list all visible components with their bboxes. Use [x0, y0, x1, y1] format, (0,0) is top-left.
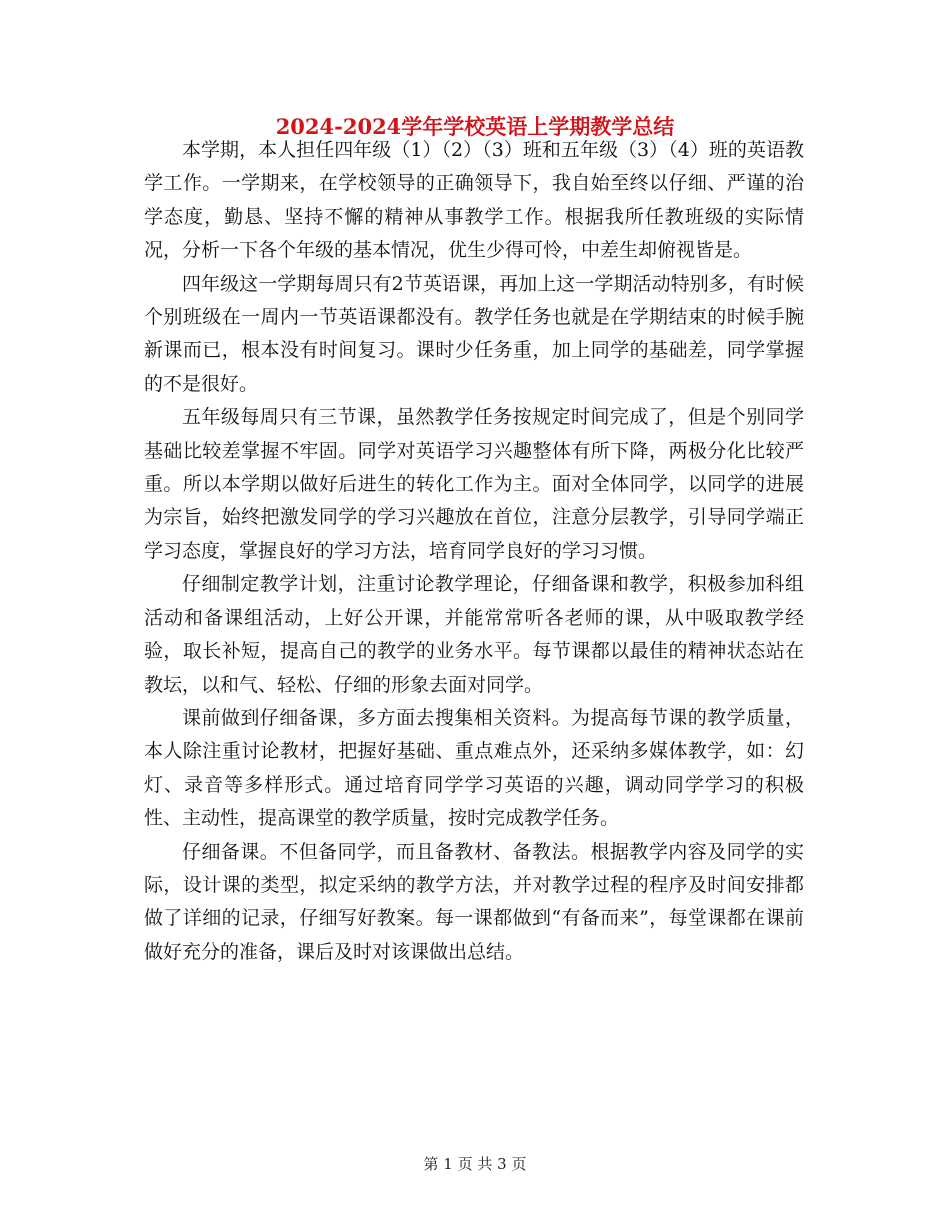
paragraph-4: 仔细制定教学计划，注重讨论教学理论，仔细备课和教学，积极参加科组活动和备课组活动，上好公开课，并能常常听各老师的课，从中吸取教学经验，取长补短，提高自己的教学的业务水平。每节课都以最佳的精神状态站在教坛，以和气、轻松、仔细的形象去面对同学。	[144, 573, 804, 696]
page-number-footer: 第 1 页 共 3 页	[423, 1155, 527, 1173]
document-title: 2024-2024学年学校英语上学期教学总结	[275, 114, 675, 139]
paragraph-1: 本学期，本人担任四年级（1）（2）（3）班和五年级（3）（4）班的英语教学工作。一学期来，在学校领导的正确领导下，我自始至终以仔细、严谨的治学态度，勤恳、坚持不懈的精神从事教学工作。根据我所任教班级的实际情况，分析一下各个年级的基本情况，优生少得可怜，中差生却俯视皆是。	[144, 139, 804, 262]
paragraph-2: 四年级这一学期每周只有2节英语课，再加上这一学期活动特别多，有时候个别班级在一周内一节英语课都没有。教学任务也就是在学期结束的时候手腕新课而已，根本没有时间复习。课时少任务重，加上同学的基础差，同学掌握的不是很好。	[144, 272, 804, 395]
paragraph-5: 课前做到仔细备课，多方面去搜集相关资料。为提高每节课的教学质量，本人除注重讨论教材，把握好基础、重点难点外，还采纳多媒体教学，如：幻灯、录音等多样形式。通过培育同学学习英语的兴趣，调动同学学习的积极性、主动性，提高课堂的教学质量，按时完成教学任务。	[144, 706, 804, 830]
paragraph-3: 五年级每周只有三节课，虽然教学任务按规定时间完成了，但是个别同学基础比较差掌握不牢固。同学对英语学习兴趣整体有所下降，两极分化比较严重。所以本学期以做好后进生的转化工作为主。面对全体同学，以同学的进展为宗旨，始终把激发同学的学习兴趣放在首位，注意分层教学，引导同学端正学习态度，掌握良好的学习方法，培育同学良好的学习习惯。	[144, 406, 804, 562]
document-body	[144, 134, 804, 969]
paragraph-6: 仔细备课。不但备同学，而且备教材、备教法。根据教学内容及同学的实际，设计课的类型，拟定采纳的教学方法，并对教学过程的程序及时间安排都做了详细的记录，仔细写好教案。每一课都做到“有备而来”，每堂课都在课前做好充分的准备，课后及时对该课做出总结。	[144, 840, 804, 963]
